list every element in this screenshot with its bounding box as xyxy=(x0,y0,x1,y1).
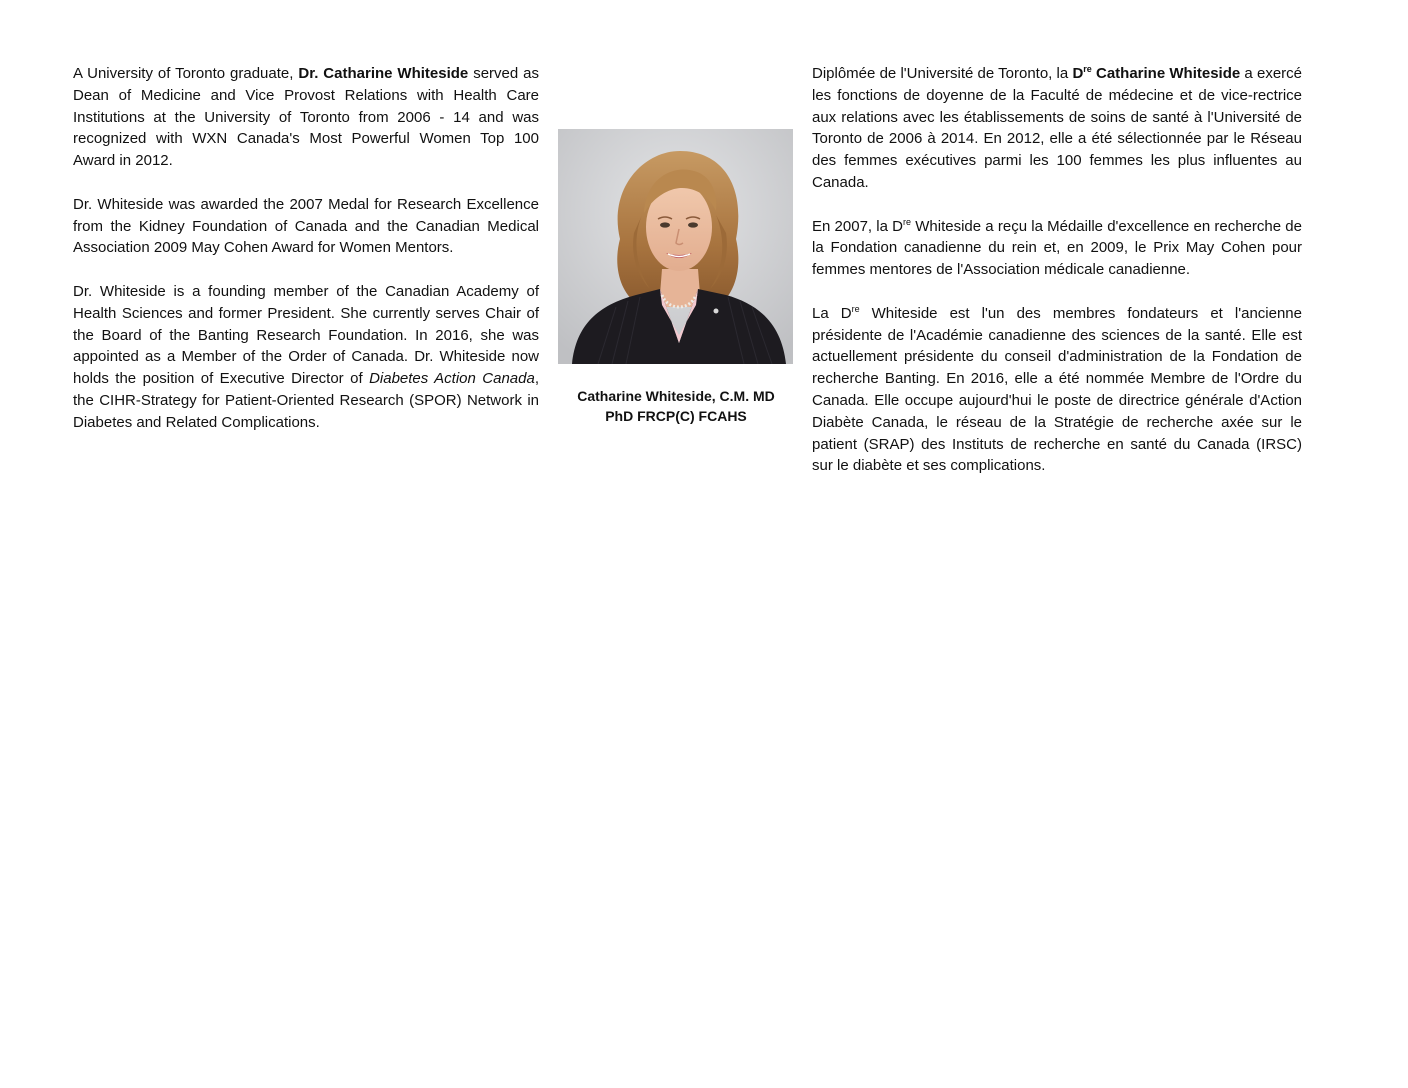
french-paragraph-2 xyxy=(812,216,1302,281)
english-p3-organization: Diabetes Action Canada xyxy=(369,370,535,388)
english-p3-rest: , the CIHR-Strategy for Patient-Oriented Research (SPOR) Network in Diabetes and Related Complications. xyxy=(73,370,539,431)
caption-line-1: Catharine Whiteside, C.M. MD xyxy=(577,388,775,404)
french-p2-rest: Whiteside a reçu la Médaille d'excellence en recherche de la Fondation canadienne du rein et, en 2009, le Prix May Cohen pour femmes mentores de l'Association médicale canadienne. xyxy=(812,217,1302,279)
caption-line-2: PhD FRCP(C) FCAHS xyxy=(605,408,747,424)
english-p1-intro: A University of Toronto graduate, xyxy=(73,65,299,82)
french-p2-intro: En 2007, la D xyxy=(812,217,904,235)
french-p1-title-sup: re xyxy=(1083,64,1092,74)
french-p3-intro: La D xyxy=(812,304,852,322)
portrait-caption xyxy=(548,386,804,426)
portrait-illustration xyxy=(558,129,793,364)
french-p1-title: D xyxy=(1072,65,1084,82)
french-p2-title-sup: re xyxy=(903,216,912,227)
french-bio-column xyxy=(812,63,1302,477)
english-p1-rest: served as Dean of Medicine and Vice Provost Relations with Health Care Institutions at the University of Toronto from 2006 - 14 and was recognized with WXN Canada's Most Powerful Women Top 100 Award in 2012. xyxy=(73,65,539,170)
english-bio-column xyxy=(73,63,539,434)
french-paragraph-1 xyxy=(812,63,1302,194)
english-paragraph-1 xyxy=(73,63,539,172)
french-p3-rest: Whiteside est l'un des membres fondateurs et l'ancienne présidente de l'Académie canadienne des sciences de la santé. Elle est actuellement présidente du conseil d'administration de la Fondation de recherche Banting. En 2016, elle a été nommée Membre de l'Ordre du Canada. Elle occupe aujourd'hui le poste de directrice générale d'Action Diabète Canada, le réseau de la Stratégie de recherche axée sur le patient (SRAP) des Instituts de recherche en santé du Canada (IRSC) sur le diabète et ses complications. xyxy=(812,304,1302,475)
french-p3-title-sup: re xyxy=(851,303,860,314)
english-p3-intro: Dr. Whiteside is a founding member of the Canadian Academy of Health Sciences and former President. She currently serves Chair of the Board of the Banting Research Foundation. In 2016, she was appointed as a Member of the Order of Canada. Dr. Whiteside now holds the position of Executive Director of xyxy=(73,282,539,388)
english-p1-name: Dr. Catharine Whiteside xyxy=(298,65,469,82)
portrait-photo xyxy=(558,129,793,364)
french-p1-name-text: Catharine Whiteside xyxy=(1091,65,1241,82)
english-paragraph-3 xyxy=(73,281,539,434)
english-paragraph-2: Dr. Whiteside was awarded the 2007 Medal for Research Excellence from the Kidney Foundation of Canada and the Canadian Medical Association 2009 May Cohen Award for Women Mentors. xyxy=(73,195,539,257)
french-p1-name xyxy=(1072,65,1240,82)
french-paragraph-3 xyxy=(812,303,1302,477)
french-p1-intro: Diplômée de l'Université de Toronto, la xyxy=(812,65,1073,82)
french-p1-rest: a exercé les fonctions de doyenne de la Faculté de médecine et de vice-rectrice aux relations avec les établissements de soins de santé à l'Université de Toronto de 2006 à 2014. En 2012, elle a été sélectionnée par le Réseau des femmes exécutives parmi les 100 femmes les plus influentes au Canada. xyxy=(812,65,1303,191)
